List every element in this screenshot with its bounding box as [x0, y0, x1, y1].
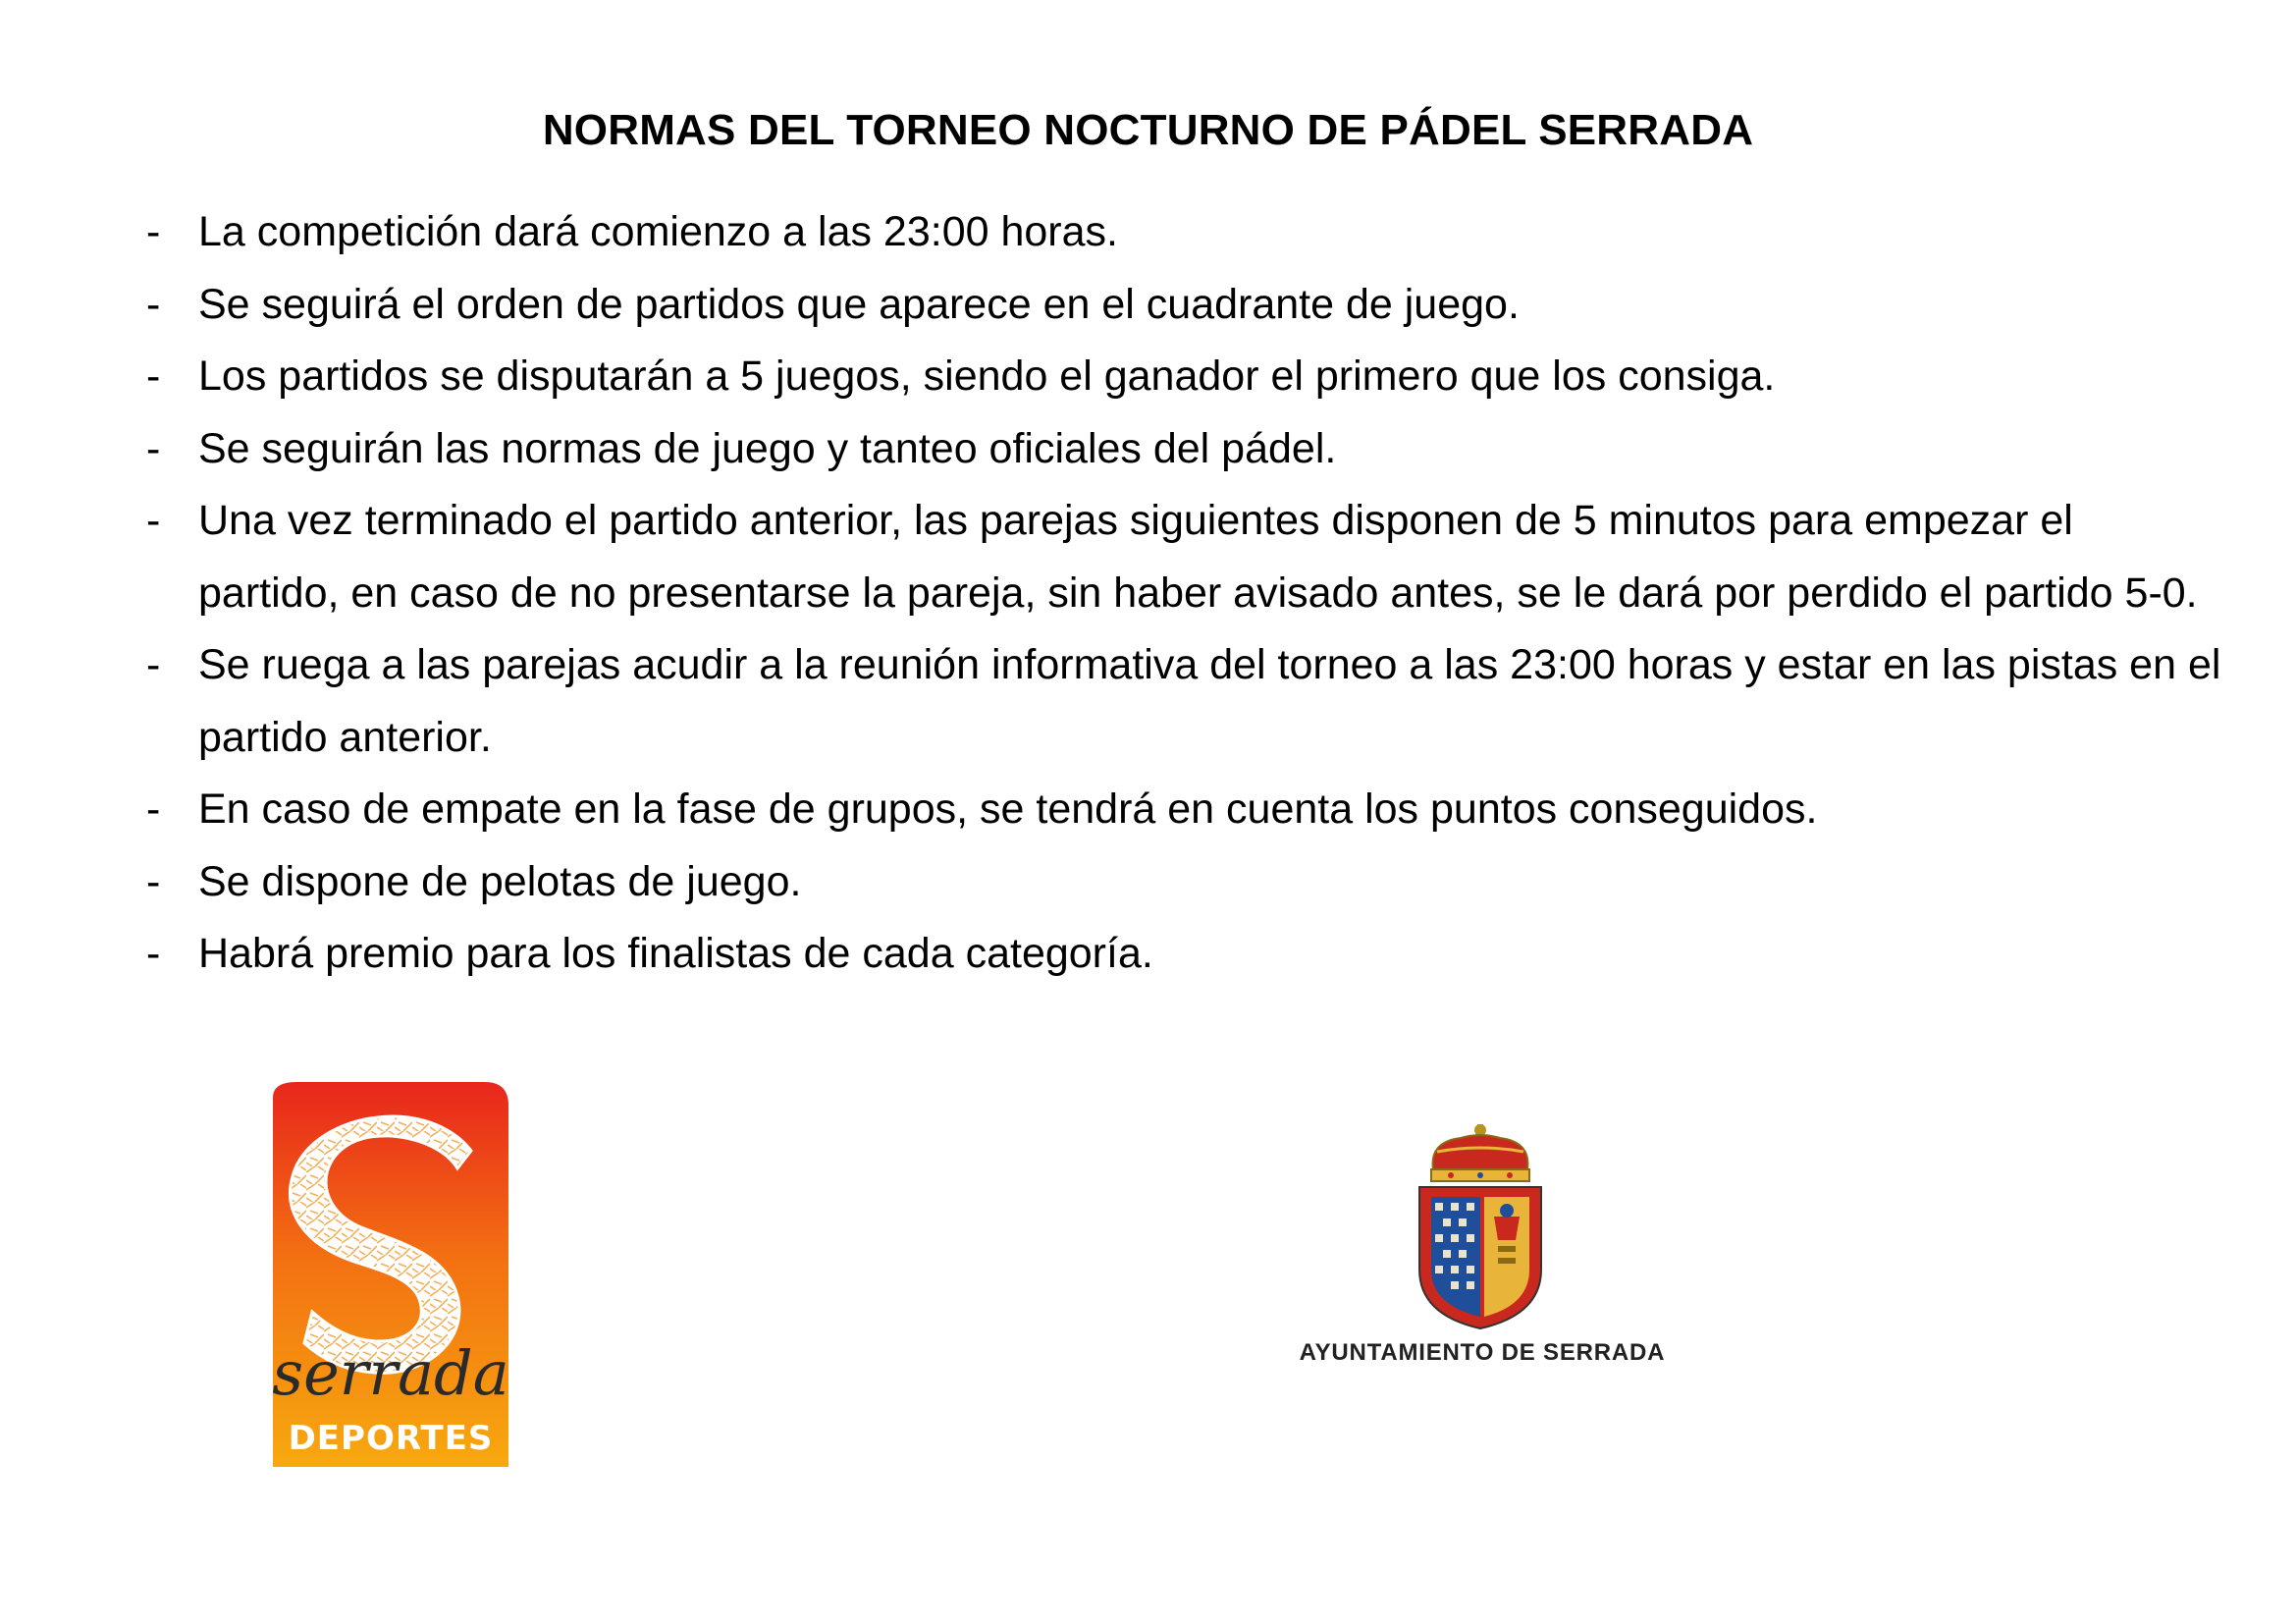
- rule-text: Se ruega a las parejas acudir a la reunión informativa del torneo a las 23:00 horas y estar en las pistas en el partido anterior.: [198, 641, 2221, 761]
- serrada-deportes-logo: [253, 1078, 524, 1473]
- rule-text: Se seguirán las normas de juego y tanteo oficiales del pádel.: [198, 424, 1337, 472]
- bullet-dash: -: [146, 280, 161, 328]
- bullet-dash: -: [146, 930, 161, 977]
- bullet-dash: -: [146, 857, 161, 905]
- ayuntamiento-label: AYUNTAMIENTO DE SERRADA: [1299, 1339, 1666, 1366]
- rules-list: [142, 196, 2223, 991]
- rule-text: Habrá premio para los finalistas de cada categoría.: [198, 930, 1153, 977]
- rule-item: [142, 196, 2223, 269]
- rule-item: [142, 629, 2223, 774]
- rule-text: Se dispone de pelotas de juego.: [198, 857, 802, 905]
- rule-item: [142, 413, 2223, 486]
- bullet-dash: -: [146, 497, 161, 544]
- logo-script-text: serrada: [272, 1337, 509, 1409]
- bullet-dash: -: [146, 641, 161, 688]
- rule-item: [142, 774, 2223, 846]
- bullet-dash: -: [146, 208, 161, 255]
- document-title: NORMAS DEL TORNEO NOCTURNO DE PÁDEL SERRADA: [542, 106, 1754, 154]
- rule-item: [142, 269, 2223, 342]
- bullet-dash: -: [146, 424, 161, 472]
- rule-text: En caso de empate en la fase de grupos, se tendrá en cuenta los puntos conseguidos.: [198, 785, 1818, 833]
- rule-item: [142, 485, 2223, 629]
- bullet-dash: -: [146, 352, 161, 400]
- rule-text: Una vez terminado el partido anterior, las parejas siguientes disponen de 5 minutos para empezar el partido, en caso de no presentarse la pareja, sin haber avisado antes, se le dará por perdido el partido 5-0.: [198, 497, 2198, 617]
- bullet-dash: -: [146, 785, 161, 833]
- rule-item: [142, 341, 2223, 413]
- rule-item: [142, 918, 2223, 991]
- rule-text: Los partidos se disputarán a 5 juegos, siendo el ganador el primero que los consiga.: [198, 352, 1776, 400]
- rule-item: [142, 846, 2223, 919]
- rule-text: Se seguirá el orden de partidos que aparece en el cuadrante de juego.: [198, 280, 1520, 328]
- rule-text: La competición dará comienzo a las 23:00 horas.: [198, 208, 1118, 255]
- logo-caption: DEPORTES: [288, 1419, 494, 1458]
